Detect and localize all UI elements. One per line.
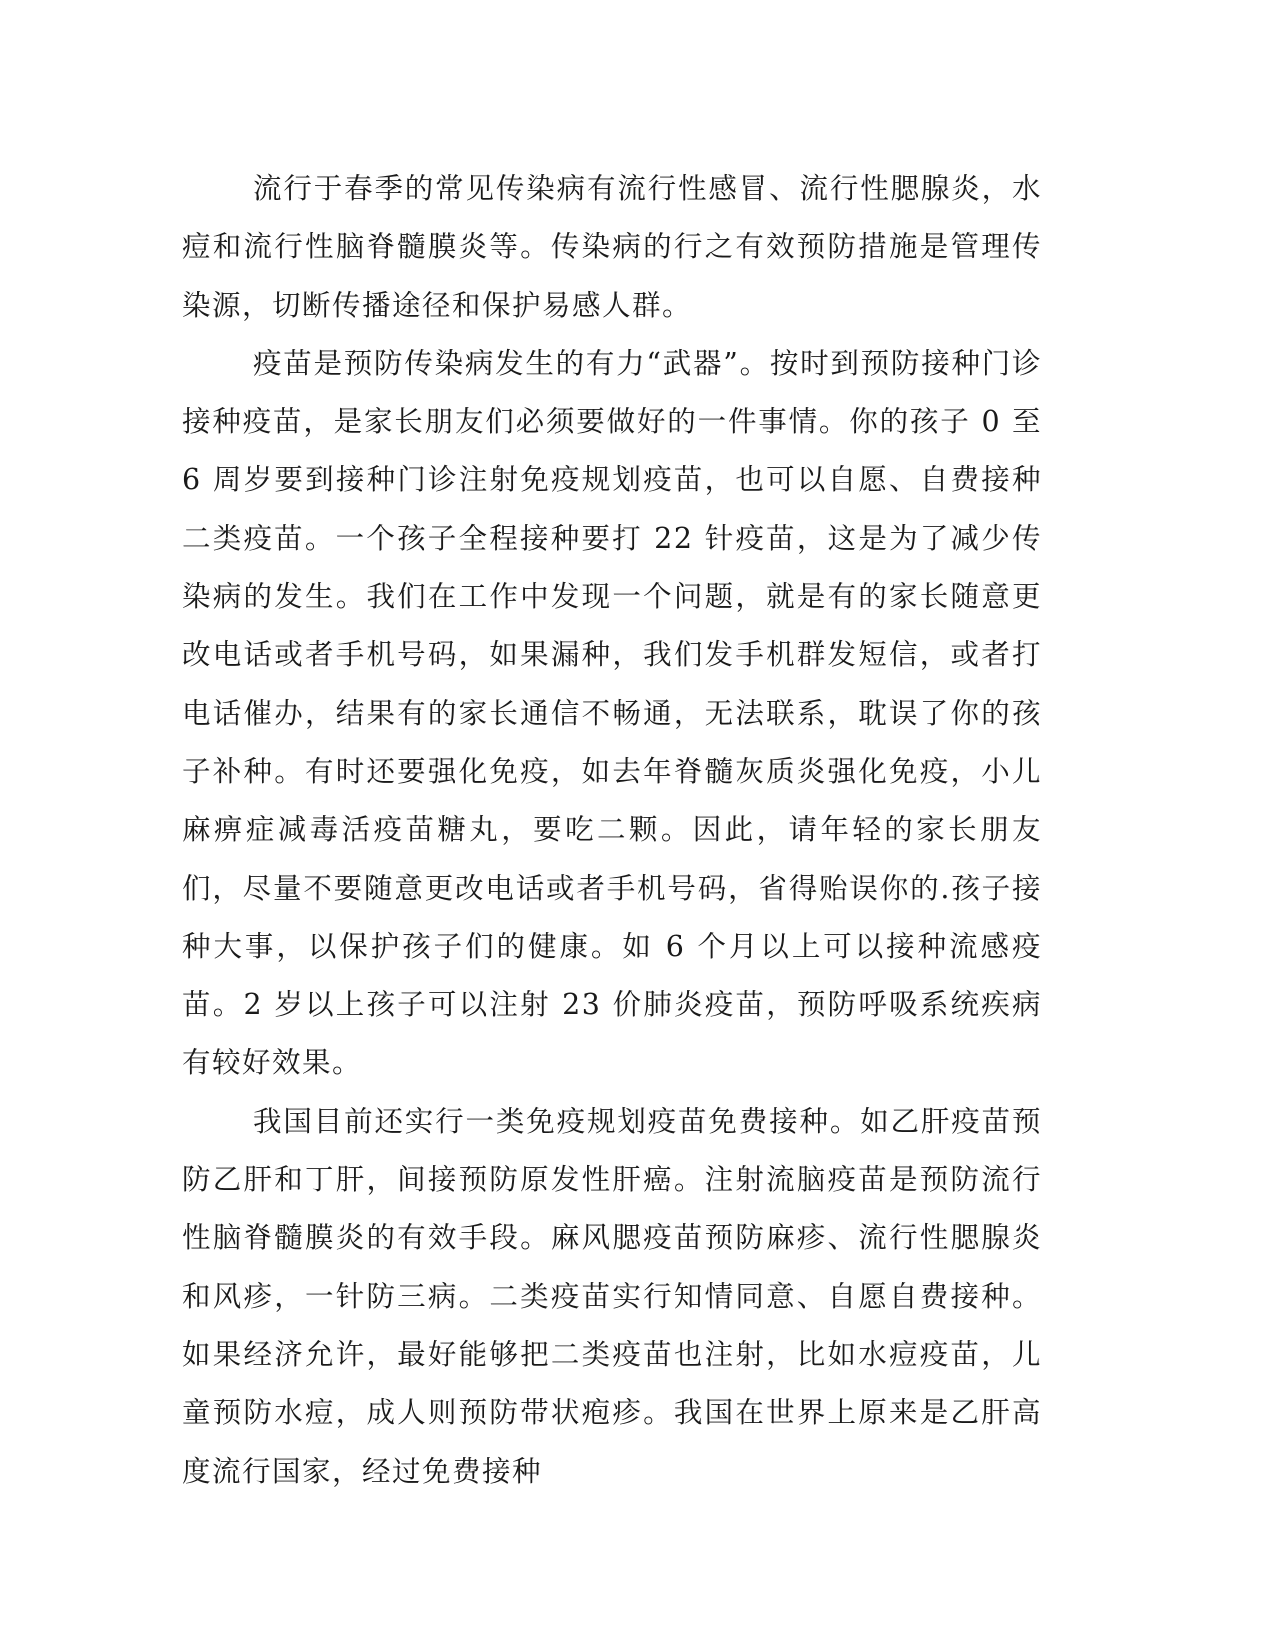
paragraph-vaccination-importance: 疫苗是预防传染病发生的有力“武器”。按时到预防接种门诊接种疫苗，是家长朋友们必须要做好的一件事情。你的孩子 0 至 6 周岁要到接种门诊注射免疫规划疫苗，也可以自愿、自费接种二类疫苗。一个孩子全程接种要打 22 针疫苗，这是为了减少传染病的发生。我们在工作中发现一个问题，就是有的家长随意更改电话或者手机号码，如果漏种，我们发手机群发短信，或者打电话催办，结果有的家长通信不畅通，无法联系，耽误了你的孩子补种。有时还要强化免疫，如去年脊髓灰质炎强化免疫，小儿麻痹症减毒活疫苗糖丸，要吃二颗。因此，请年轻的家长朋友们，尽量不要随意更改电话或者手机号码，省得贻误你的.孩子接种大事，以保护孩子们的健康。如 6 个月以上可以接种流感疫苗。2 岁以上孩子可以注射 23 价肺炎疫苗，预防呼吸系统疾病有较好效果。 — [182, 346, 1042, 1080]
paragraph-infectious-diseases: 流行于春季的常见传染病有流行性感冒、流行性腮腺炎，水痘和流行性脑脊髓膜炎等。传染病的行之有效预防措施是管理传染源，切断传播途径和保护易感人群。 — [182, 172, 1042, 322]
body-text — [182, 160, 1042, 1501]
paragraph-free-vaccination: 我国目前还实行一类免疫规划疫苗免费接种。如乙肝疫苗预防乙肝和丁肝，间接预防原发性肝癌。注射流脑疫苗是预防流行性脑脊髓膜炎的有效手段。麻风腮疫苗预防麻疹、流行性腮腺炎和风疹，一针防三病。二类疫苗实行知情同意、自愿自费接种。如果经济允许，最好能够把二类疫苗也注射，比如水痘疫苗，儿童预防水痘，成人则预防带状疱疹。我国在世界上原来是乙肝高度流行国家，经过免费接种 — [182, 1104, 1042, 1488]
